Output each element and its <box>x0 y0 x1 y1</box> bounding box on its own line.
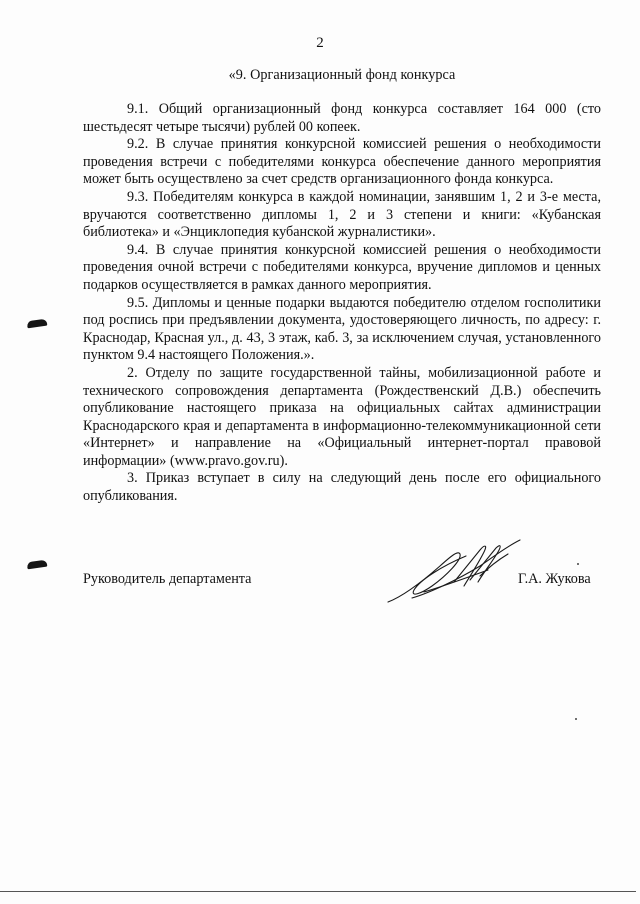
scan-edge-line <box>0 891 636 892</box>
section-heading: «9. Организационный фонд конкурса <box>228 67 456 83</box>
paragraph-3: 3. Приказ вступает в силу на следующий день после его официального опубликования. <box>83 470 601 505</box>
scan-speck <box>577 563 579 565</box>
paragraph-2: 2. Отделу по защите государственной тайны, мобилизационной работе и технического сопровождения департамента (Рождественский Д.В.) обеспечить опубликование настоящего приказа на официальных сайтах администрации Краснодарского края и департамента в информационно-телекоммуникационной сети «Интернет» и направление на «Официальный интернет-портал правовой информации» (www.pravo.gov.ru). <box>83 364 601 469</box>
paragraph-9-3: 9.3. Победителям конкурса в каждой номинации, занявшим 1, 2 и 3-е места, вручаются соответственно дипломы 1, 2 и 3 степени и книги: «Кубанская библиотека» и «Энциклопедия кубанской журналистики». <box>83 188 601 241</box>
paragraph-9-5: 9.5. Дипломы и ценные подарки выдаются победителю отделом госполитики под роспись при предъявлении документа, удостоверяющего личность, по адресу: г. Краснодар, Красная ул., д. 43, 3 этаж, каб. 3, за исключением случая, установленного пунктом 9.4 настоящего Положения.». <box>83 294 601 364</box>
punch-hole-mark <box>27 560 48 570</box>
paragraph-9-4: 9.4. В случае принятия конкурсной комиссией решения о необходимости проведения очной встречи с победителями конкурса, вручение дипломов и ценных подарков осуществляется в рамках данного мероприятия. <box>83 241 601 293</box>
paragraph-9-1: 9.1. Общий организационный фонд конкурса составляет 164 000 (сто шестьдесят четыре тысячи) рублей 00 копеек. <box>83 101 601 135</box>
document-body <box>83 101 601 506</box>
scan-speck <box>575 718 577 720</box>
signatory-name: Г.А. Жукова <box>518 571 591 587</box>
punch-hole-mark <box>27 319 48 329</box>
handwritten-signature <box>384 536 524 608</box>
paragraph-9-2: 9.2. В случае принятия конкурсной комиссией решения о необходимости проведения встречи с победителями конкурса обеспечение данного мероприятия может быть осуществлено за счет средств организационного фонда конкурса. <box>83 136 601 188</box>
signatory-position: Руководитель департамента <box>83 571 252 587</box>
page-number: 2 <box>316 35 324 51</box>
